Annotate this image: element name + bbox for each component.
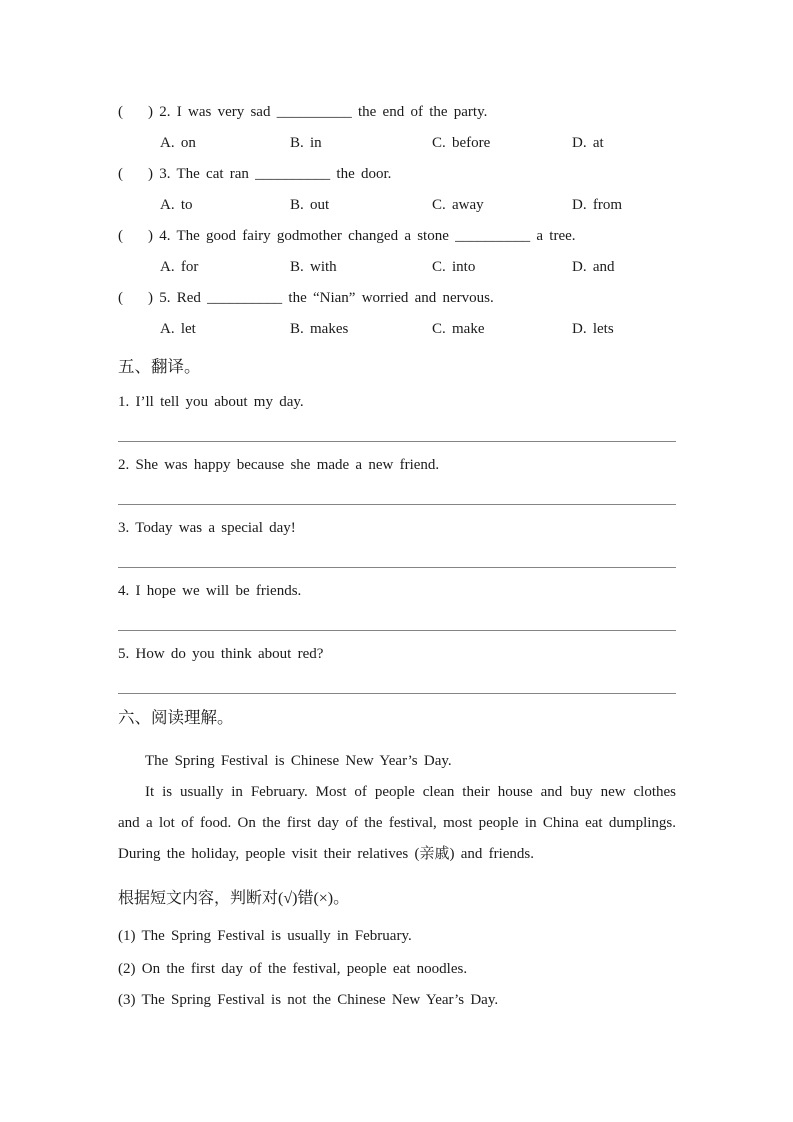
question-5-option-b: B. makes (290, 321, 349, 337)
reading-section (118, 746, 676, 1016)
question-5-option-c: C. make (432, 321, 485, 337)
judgment-item-1: (1) The Spring Festival is usually in February. (118, 928, 412, 944)
translation-section-heading: 五、翻译。 (118, 357, 201, 376)
question-3-options (118, 190, 676, 221)
question-2-option-d: D. at (572, 135, 604, 151)
passage-line-4: During the holiday, people visit their relatives (亲戚) and friends. (118, 846, 535, 862)
question-2-option-a: A. on (160, 135, 196, 151)
question-5-stem: ( ) 5. Red __________ the “Nian” worried and nervous. (118, 290, 494, 306)
translation-item-1: 1. I’ll tell you about my day. (118, 394, 304, 410)
judgment-instruction: 根据短文内容，判断对(√)错(×)。 (118, 890, 350, 907)
answer-blank-line-2 (118, 481, 676, 505)
translation-item-block (118, 387, 676, 442)
question-3-option-c: C. away (432, 197, 484, 213)
translation-section (118, 387, 676, 694)
passage-line-2: It is usually in February. Most of people clean their house and buy new clothes (145, 784, 676, 800)
translation-item-5: 5. How do you think about red? (118, 646, 324, 662)
question-4-option-b: B. with (290, 259, 337, 275)
translation-item-3: 3. Today was a special day! (118, 520, 296, 536)
question-5-options (118, 314, 676, 345)
judgment-item-2: (2) On the first day of the festival, people eat noodles. (118, 961, 468, 977)
question-5-option-a: A. let (160, 321, 196, 337)
translation-item-2: 2. She was happy because she made a new friend. (118, 457, 440, 473)
question-3-option-d: D. from (572, 197, 622, 213)
question-2-option-c: C. before (432, 135, 491, 151)
reading-section-heading: 六、阅读理解。 (118, 708, 234, 727)
question-3-option-a: A. to (160, 197, 193, 213)
question-2-option-b: B. in (290, 135, 322, 151)
translation-item-block (118, 450, 676, 505)
answer-blank-line-4 (118, 607, 676, 631)
question-4-option-c: C. into (432, 259, 476, 275)
answer-blank-line-1 (118, 418, 676, 442)
question-4-option-d: D. and (572, 259, 615, 275)
translation-item-block (118, 513, 676, 568)
question-4-option-a: A. for (160, 259, 199, 275)
answer-blank-line-5 (118, 670, 676, 694)
question-4-stem: ( ) 4. The good fairy godmother changed a stone __________ a tree. (118, 228, 576, 244)
passage-line-3: and a lot of food. On the first day of the festival, most people in China eat dumplings. (118, 815, 676, 831)
question-2-options (118, 128, 676, 159)
translation-item-4: 4. I hope we will be friends. (118, 583, 302, 599)
question-3-stem: ( ) 3. The cat ran __________ the door. (118, 166, 392, 182)
multiple-choice-section (118, 97, 676, 345)
translation-item-block (118, 576, 676, 631)
question-5-option-d: D. lets (572, 321, 614, 337)
passage-line-1: The Spring Festival is Chinese New Year’s Day. (145, 753, 452, 769)
judgment-item-3: (3) The Spring Festival is not the Chinese New Year’s Day. (118, 992, 499, 1008)
question-2-stem: ( ) 2. I was very sad __________ the end of the party. (118, 104, 488, 120)
question-3-option-b: B. out (290, 197, 330, 213)
translation-item-block (118, 639, 676, 694)
answer-blank-line-3 (118, 544, 676, 568)
question-4-options (118, 252, 676, 283)
